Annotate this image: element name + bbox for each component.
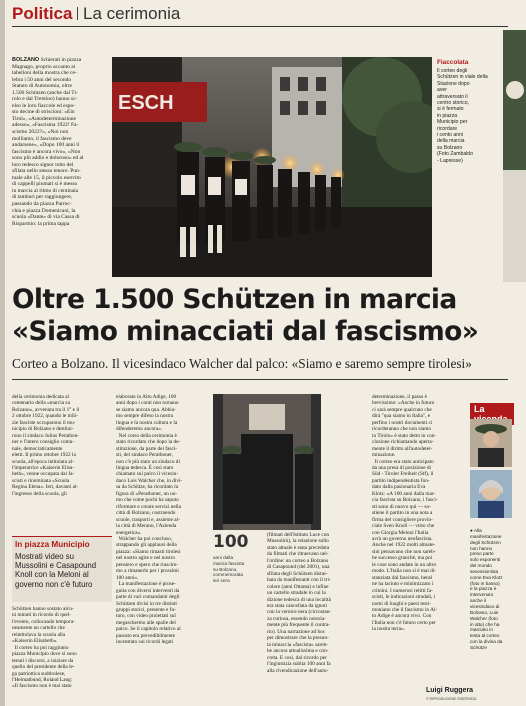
top-rule [12, 26, 508, 27]
portrait-klotz-image [470, 470, 512, 518]
anniversary-number: 100 [213, 532, 249, 552]
article-column-1: della cerimonia dedicata al centenario della «marcia su Bolzano», avvenuta tra il 1° e il 2 ottobre 1922, quando le mili- zie fasciste occuparono il mu- nicipio di Bolzano e destitui- rono il sindaco Julius Perathon- ner e l'intero consiglio comu- nale, democraticamente eletti. Il primo ottobre 1922 la scuola, all'epoca intitolata al- l'imperatrice «Kaiserin Elisa- beth», venne occupata dai fa- scisti e rinominata «Scuola Regina Elena». Ieri, davanti al- l'ingresso della scuola, gli [12, 394, 80, 497]
vicenda-title: La [470, 403, 514, 425]
main-photo-torch-parade [112, 57, 432, 277]
box-body: Mostrati video su Mussolini e Casapound Knoll con la Meloni al governo non c'è futuro [15, 552, 97, 589]
section-label: Politica [12, 4, 73, 23]
box-article-text: Schützen hanno sostato alcu- ni minuti in ricordo di quel- l'evento, collocando tempora- neamente un cartello che reintitolava la scuola alla «Kaiserin Elisabeth». Il corteo ha poi raggiunto piazza Municipio dove si sono tenuti i discorsi, a iniziare da quello del presidente della le- ga patriottica sudtirolese, l'Heimatbund, Roland Lang: «Il fascismo non è mai stato [12, 606, 77, 690]
article-column-3: (filmati dell'Istituto Luce con Mussolini), la relazione sullo stato attuale è stata preceduta da filmati che ritraevano nel- l'ordine: un corteo a Bolzano di Casapound (del 2001), una sfilata degli Schützen distur- bata da manifestanti con il tri- colore (anni Ottanta) e infine un cartello stradale in cui la dizione tedesca di una località era stata cancellata da ignoti con la vernice nera (circostan- za curiosa, essendo notoria- mente più frequente il contra- rio). Una narrazione ad hoc per dimostrare che la presun- ta minaccia «fascista» sareb- be ancora attualissima e con- creta. E così, dal ricordo per l'ingiustizia subita 100 anni fa alla rivendicazione dell'auto- [267, 532, 332, 674]
header [0, 0, 526, 26]
sidebar-box [12, 536, 112, 602]
anniversary-photo [213, 394, 321, 530]
rights-notice: © RIPRODUZIONE RISERVATA [426, 697, 477, 701]
article-column-2: elaborato in Alto Adige, 100 anni dopo i conti non tornano se siamo ancora qua. Abbia- mo sempre difeso la nostra lingua e la nostra cultura e la difenderemo ancora». Nel corso della cerimonia è stato ricordato che dopo la de- stituzione, da parte dei fasci- sti, del sindaco Perathoner, non c'è più stato un sindaco di lingua tedesca. È così stato chiamato sul palco il vicesin- daco Luis Walcher che, in divi- sa da Schütze, ha ricordato la figura di «Perathoner, un uo- mo che come pochi ha saputo riformare e creare servizi nella città di Bolzano, costruendo scuole, trasporti e, assieme al- la città di Merano, l'Azienda energetica». Walcher ha poi concluso, strappando gli applausi della piazza: «Siamo rimasti tirolesi nel nostro agire e nel nostro pensiero e spero che riuscire- mo a rimanerlo per i prossimi 100 anni». La manifestazione è prose- guita con diversi interventi da parte di vari comandanti degli Schützen divisi in tre distinti gruppi storici, presente e fu- turo, con video proiettati sul megaschermo alle spalle del palco. Se il capitolo relativo al passato era prevedibilmente incentrato sui ricordi legati [116, 394, 183, 646]
side-photo-edge [503, 30, 526, 282]
subsection-label: La cerimonia [83, 4, 181, 23]
byline: Luigi Ruggera [426, 687, 474, 694]
svg-text:ESCH: ESCH [118, 92, 174, 114]
page-edge [0, 0, 5, 706]
side-photo-image [503, 30, 526, 282]
portrait-klotz [470, 470, 512, 518]
portrait-walcher-image [470, 419, 512, 467]
intro-paragraph [12, 57, 108, 277]
anniversary-caption: anni dalla marcia fascista su Bolzano, commemorata ieri sera [213, 555, 245, 584]
intro-text: Schierati in piazza Magnago, proprio accanto ai tabelloni della mostra che ce- lebra i 50 anni del secondo Statuto di Autonomia, oltre 1.500 Schützen (anche dal Ti- rolo e dal Trentino) hanno sc- elso le loro fiaccole ed espo- sto decine di striscioni: «Ein Tirol», «Autodeterminazione adesso», «Fascisma 1922! Fa- scismo 2022?», «Noi non molliamo, il fascismo deve andarsene», «Dopo 100 anni il fascismo è ancora vivo», «Non sono più addio e doloroso» ed al loro tedesco signor tutto del sfilata nello stesso tenore. Pun- tuale alle 15, il piccolo esercito di cappelli piumati si è messo in marcia al ritmo di centinaia di tamburi per raggiungere, passando da piazza Parroc- chia e piazza Domenicani, la scuola «Dante» di via Cassa di Risparmio: la prima tappa [12, 57, 84, 227]
main-photo-image [112, 57, 432, 277]
box-title: In piazza Municipio [15, 540, 90, 549]
article-column-4: determinazione, il passo è brevissimo: «Anche in futuro ci sarà sempre qualcuno che dirà "qua siamo in Italia", e perfino i nostri documenti ci ricorderanno che non siamo in Tirolo» è stato detto in con- clusione richiamando apertа- mente il diritto all'autodeter- minazione. Il corteo era stato anticipato da una presa di posizione di Süd - Tiroler Freiheit (Stf), il partito indipendentista fon- dato dalla pasionaria Eva Klotz: «A 100 anni dalla mar- cia fascista su Bolzano, i fasci- sti sono di nuovo qui — so- stiene il partito in una nota a firma del consigliere provin- ciale Sven Knoll — visto che con Giorgia Meloni l'Italia avrà un governo neofascista. Anche nel 1922 molti altoate- sini pensavano che non sareb- be successo granché, ma poi le cose sono andate in un altro modo. L'Italia non si è mai di- stanziata dal fascismo, bensì ne ha taciuto e minimizzato i crimini. I numerosi relitti fa- scisti, le indicazioni stradali, i nomi di luoghi e paesi testi- moniano che il fascismo in Al- to Adige è ancora vivo. Con l'Italia non c'è futuro certo per la nostra terra». [372, 394, 438, 633]
section-divider [77, 7, 78, 20]
subheadline: Corteo a Bolzano. Il vicesindaco Walcher dal palco: «Siamo e saremo sempre tirolesi» [12, 356, 472, 371]
headline-line-2: «Siamo minacciati dal fascismo» [12, 316, 479, 347]
photo-caption-title: Fiaccolata [437, 59, 469, 66]
photo-caption-body: Il corteo degli Schützen in viale della Stazione dopo aver attraversato il centro storico, si è fermato in piazza Municipio per ricordare i cento anni della marcia su Bolzano (Foto Zambaldo - Lapresse) [437, 68, 488, 164]
vicenda-caption: ● Alla manifestazione degli Schützen non hanno preso parte solo esponenti del mondo secessionista come Eva Klotz (foto in basso) e la piazza è intervenuto anche il vicesindaco di Bolzano, Luis Walcher (foto in alto) che ha marciato in testa al corteo con la divisa da Schütze [470, 528, 503, 650]
portrait-walcher [470, 419, 512, 467]
anniversary-photo-image [213, 394, 321, 530]
mid-rule [12, 379, 508, 380]
headline-line-1: Oltre 1.500 Schützen in marcia [12, 284, 457, 315]
dateline: BOLZANO [12, 57, 40, 63]
